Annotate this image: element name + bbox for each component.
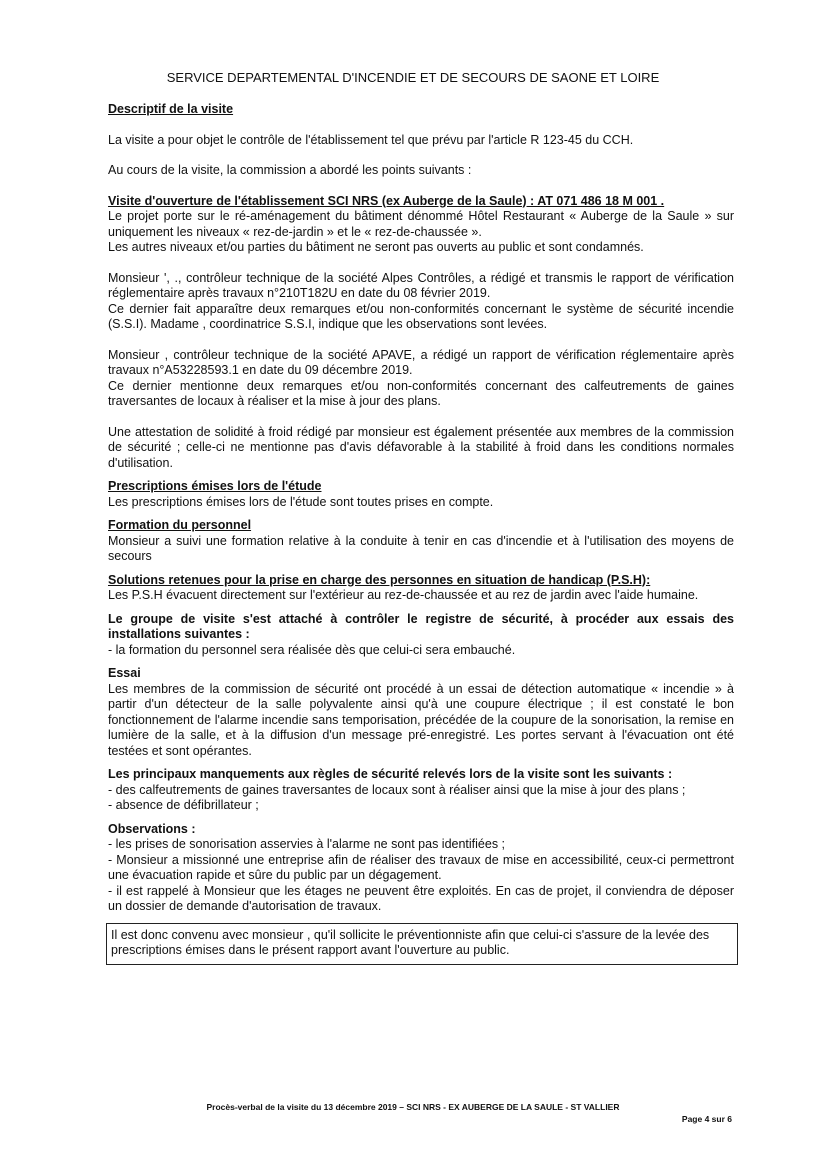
visite-paragraph-4: Ce dernier fait apparaître deux remarques et/ou non-conformités concernant le système de sécurité incendie (S.S.I). Madame , coordinatrice S.S.I, indique que les observations sont levées. bbox=[108, 301, 734, 331]
conclusion-text: Il est donc convenu avec monsieur , qu'il sollicite le préventionniste afin que celui-ci s'assure de la levée des prescriptions émises dans le présent rapport avant l'ouverture au public. bbox=[111, 927, 710, 957]
observations-item-2: - Monsieur a missionné une entreprise afin de réaliser des travaux de mise en accessibilité, ceux-ci permettront une évacuation rapide et sûre du public par un dégagement. bbox=[108, 852, 734, 882]
prescriptions-title: Prescriptions émises lors de l'étude bbox=[108, 479, 322, 493]
prescriptions-text: Les prescriptions émises lors de l'étude sont toutes prises en compte. bbox=[108, 494, 494, 509]
registre-text: - la formation du personnel sera réalisée dès que celui-ci sera embauché. bbox=[108, 642, 516, 657]
footer bbox=[0, 1102, 826, 1112]
visite-title: Visite d'ouverture de l'établissement SCI NRS (ex Auberge de la Saule) : AT 071 486 18 M 001 . bbox=[108, 193, 665, 208]
essai-title: Essai bbox=[108, 666, 141, 680]
psh-title: Solutions retenues pour la prise en charge des personnes en situation de handicap (P.S.H): bbox=[108, 572, 651, 587]
psh-text: Les P.S.H évacuent directement sur l'extérieur au rez-de-chaussée et au rez de jardin avec l'aide humaine. bbox=[108, 588, 699, 602]
visite-paragraph-5: Monsieur , contrôleur technique de la société APAVE, a rédigé un rapport de vérification réglementaire après travaux n°A53228593.1 en date du 09 décembre 2019. bbox=[108, 347, 734, 377]
header-text: SERVICE DEPARTEMENTAL D'INCENDIE ET DE SECOURS DE SAONE ET LOIRE bbox=[166, 70, 660, 85]
observations-item-1: - les prises de sonorisation asservies à l'alarme ne sont pas identifiées ; bbox=[108, 837, 506, 851]
visite-paragraph-3: Monsieur ', ., contrôleur technique de la société Alpes Contrôles, a rédigé et transmis le rapport de vérification réglementaire après travaux n°210T182U en date du 08 février 2019. bbox=[108, 270, 734, 300]
observations-title: Observations : bbox=[108, 821, 196, 836]
registre-title: Le groupe de visite s'est attaché à contrôler le registre de sécurité, à procéder aux essais des installations suivantes : bbox=[108, 611, 734, 641]
visite-paragraph-6: Ce dernier mentionne deux remarques et/ou non-conformités concernant des calfeutrements de gaines traversantes de locaux à réaliser et la mise à jour des plans. bbox=[108, 378, 734, 408]
page-number: Page 4 sur 6 bbox=[681, 1114, 732, 1124]
manquements-item-2: - absence de défibrillateur ; bbox=[108, 798, 259, 812]
manquements-item-1: - des calfeutrements de gaines traversantes de locaux sont à réaliser ainsi que la mise à jour des plans ; bbox=[108, 782, 686, 797]
page-body bbox=[108, 102, 734, 965]
essai-text: Les membres de la commission de sécurité ont procédé à un essai de détection automatique « incendie » à partir d'un détecteur de la salle polyvalente ainsi qu'à une coupure électrique ; il est constaté le bon fonctionnement de l'alarme incendie sans temporisation, précédée de la coupure de la sonorisation, la remise en lumière de la salle, et à la diffusion d'un message pré-enregistré. Les portes servant à l'évacuation ont été testées et sont opérantes. bbox=[108, 681, 734, 758]
manquements-title: Les principaux manquements aux règles de sécurité relevés lors de la visite sont les suivants : bbox=[108, 767, 673, 781]
formation-title: Formation du personnel bbox=[108, 518, 252, 532]
visite-paragraph-2: Les autres niveaux et/ou parties du bâtiment ne seront pas ouverts au public et sont condamnés. bbox=[108, 240, 644, 254]
footer-text: Procès-verbal de la visite du 13 décembre 2019 – SCI NRS - EX AUBERGE DE LA SAULE - ST VALLIER bbox=[206, 1102, 620, 1112]
descriptif-paragraph-1: La visite a pour objet le contrôle de l'établissement tel que prévu par l'article R 123-45 du CCH. bbox=[108, 132, 634, 147]
descriptif-paragraph-2: Au cours de la visite, la commission a abordé les points suivants : bbox=[108, 163, 472, 177]
observations-item-3: - il est rappelé à Monsieur que les étages ne peuvent être exploités. En cas de projet, il conviendra de déposer un dossier de demande d'autorisation de travaux. bbox=[108, 883, 734, 913]
conclusion-box bbox=[106, 923, 738, 965]
document-header bbox=[0, 70, 826, 85]
formation-text: Monsieur a suivi une formation relative à la conduite à tenir en cas d'incendie et à l'utilisation des moyens de secours bbox=[108, 533, 734, 563]
visite-paragraph-7: Une attestation de solidité à froid rédigé par monsieur est également présentée aux membres de la commission de sécurité ; celle-ci ne mentionne pas d'avis défavorable à la stabilité à froid dans les conditions normales d'utilisation. bbox=[108, 424, 734, 470]
visite-paragraph-1: Le projet porte sur le ré-aménagement du bâtiment dénommé Hôtel Restaurant « Auberge de la Saule » sur uniquement les niveaux « rez-de-jardin » et le « rez-de-chaussée ». bbox=[108, 209, 734, 239]
descriptif-title: Descriptif de la visite bbox=[108, 102, 234, 116]
